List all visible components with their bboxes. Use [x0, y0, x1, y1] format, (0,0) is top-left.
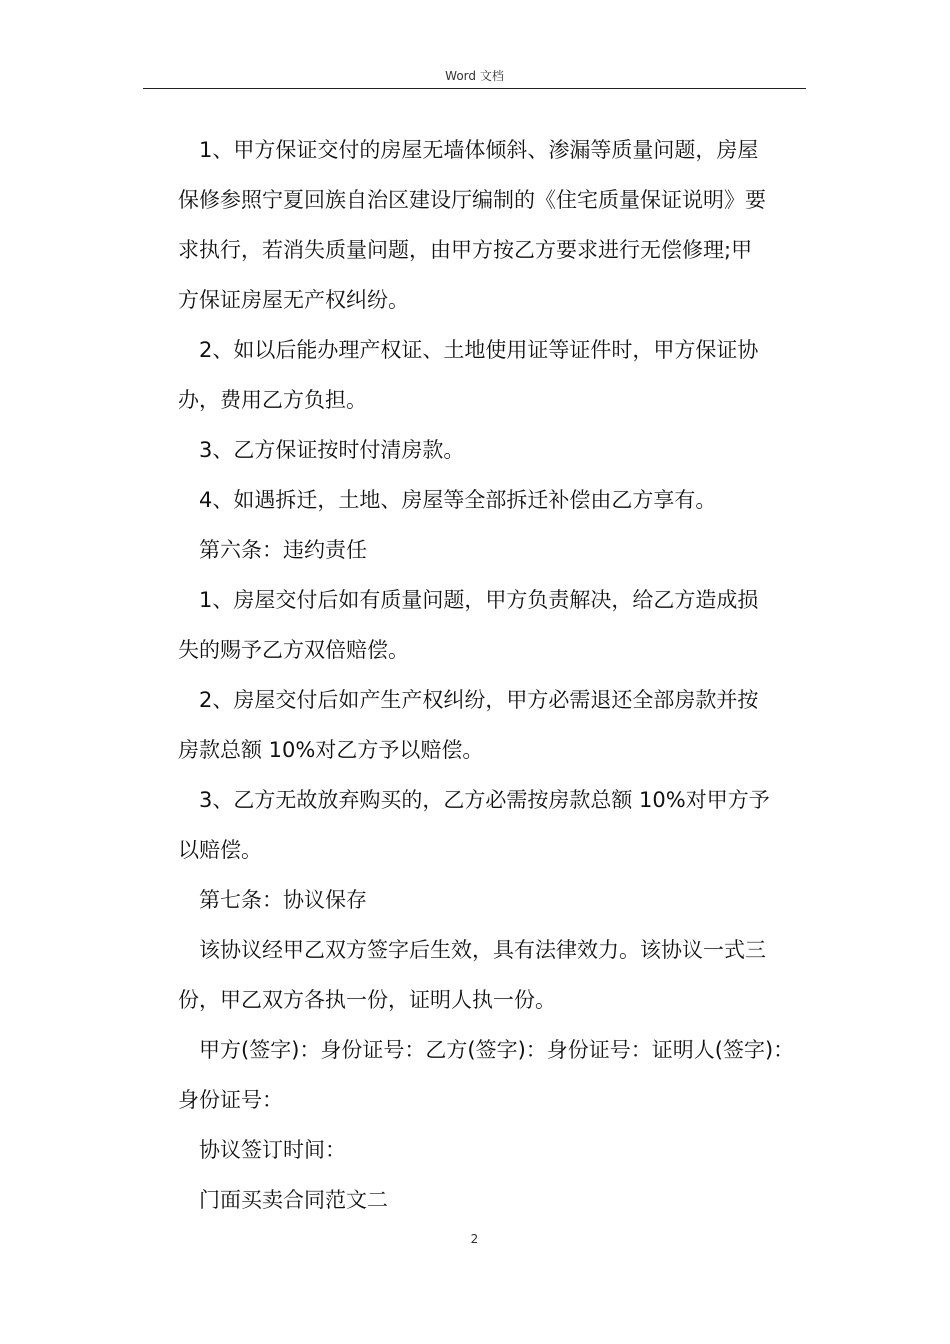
- text-line: 门面买卖合同范文二: [199, 1188, 388, 1212]
- text-line: 甲方(签字)：身份证号：乙方(签字)：身份证号：证明人(签字)：: [199, 1038, 795, 1062]
- text-line: 方保证房屋无产权纠纷。: [178, 288, 409, 312]
- page-number: 2: [470, 1232, 479, 1246]
- text-line: 身份证号：: [178, 1088, 283, 1112]
- text-line: 2、如以后能办理产权证、土地使用证等证件时，甲方保证协: [199, 338, 759, 362]
- paragraph: [178, 775, 805, 875]
- text-line: 该协议经甲乙双方签字后生效，具有法律效力。该协议一式三: [199, 938, 766, 962]
- paragraph: [178, 325, 805, 425]
- text-line: 房款总额 10%对乙方予以赔偿。: [178, 738, 484, 762]
- text-line: 第七条：协议保存: [199, 888, 367, 912]
- paragraph: [178, 925, 805, 1025]
- paragraph: [178, 475, 805, 525]
- text-line: 3、乙方保证按时付清房款。: [199, 438, 465, 462]
- page-header: Word 文档: [445, 69, 504, 83]
- paragraph: [178, 425, 805, 475]
- text-line: 第六条：违约责任: [199, 538, 367, 562]
- header-rule: [143, 88, 806, 89]
- document-body: [178, 125, 805, 1225]
- section-heading: [178, 1175, 805, 1225]
- signature-line: [178, 1025, 805, 1125]
- text-line: 4、如遇拆迁，土地、房屋等全部拆迁补偿由乙方享有。: [199, 488, 717, 512]
- section-heading: [178, 525, 805, 575]
- text-line: 以赔偿。: [178, 838, 262, 862]
- signing-date: [178, 1125, 805, 1175]
- paragraph: [178, 575, 805, 675]
- text-line: 2、房屋交付后如产生产权纠纷，甲方必需退还全部房款并按: [199, 688, 759, 712]
- text-line: 求执行，若消失质量问题，由甲方按乙方要求进行无偿修理;甲: [178, 238, 753, 262]
- text-line: 协议签订时间：: [199, 1138, 346, 1162]
- text-line: 1、房屋交付后如有质量问题，甲方负责解决，给乙方造成损: [199, 588, 759, 612]
- text-line: 失的赐予乙方双倍赔偿。: [178, 638, 409, 662]
- section-heading: [178, 875, 805, 925]
- text-line: 份，甲乙双方各执一份，证明人执一份。: [178, 988, 556, 1012]
- text-line: 3、乙方无故放弃购买的，乙方必需按房款总额 10%对甲方予: [199, 788, 770, 812]
- text-line: 办，费用乙方负担。: [178, 388, 367, 412]
- text-line: 1、甲方保证交付的房屋无墙体倾斜、渗漏等质量问题，房屋: [199, 138, 759, 162]
- paragraph: [178, 125, 805, 325]
- paragraph: [178, 675, 805, 775]
- text-line: 保修参照宁夏回族自治区建设厅编制的《住宅质量保证说明》要: [178, 188, 766, 212]
